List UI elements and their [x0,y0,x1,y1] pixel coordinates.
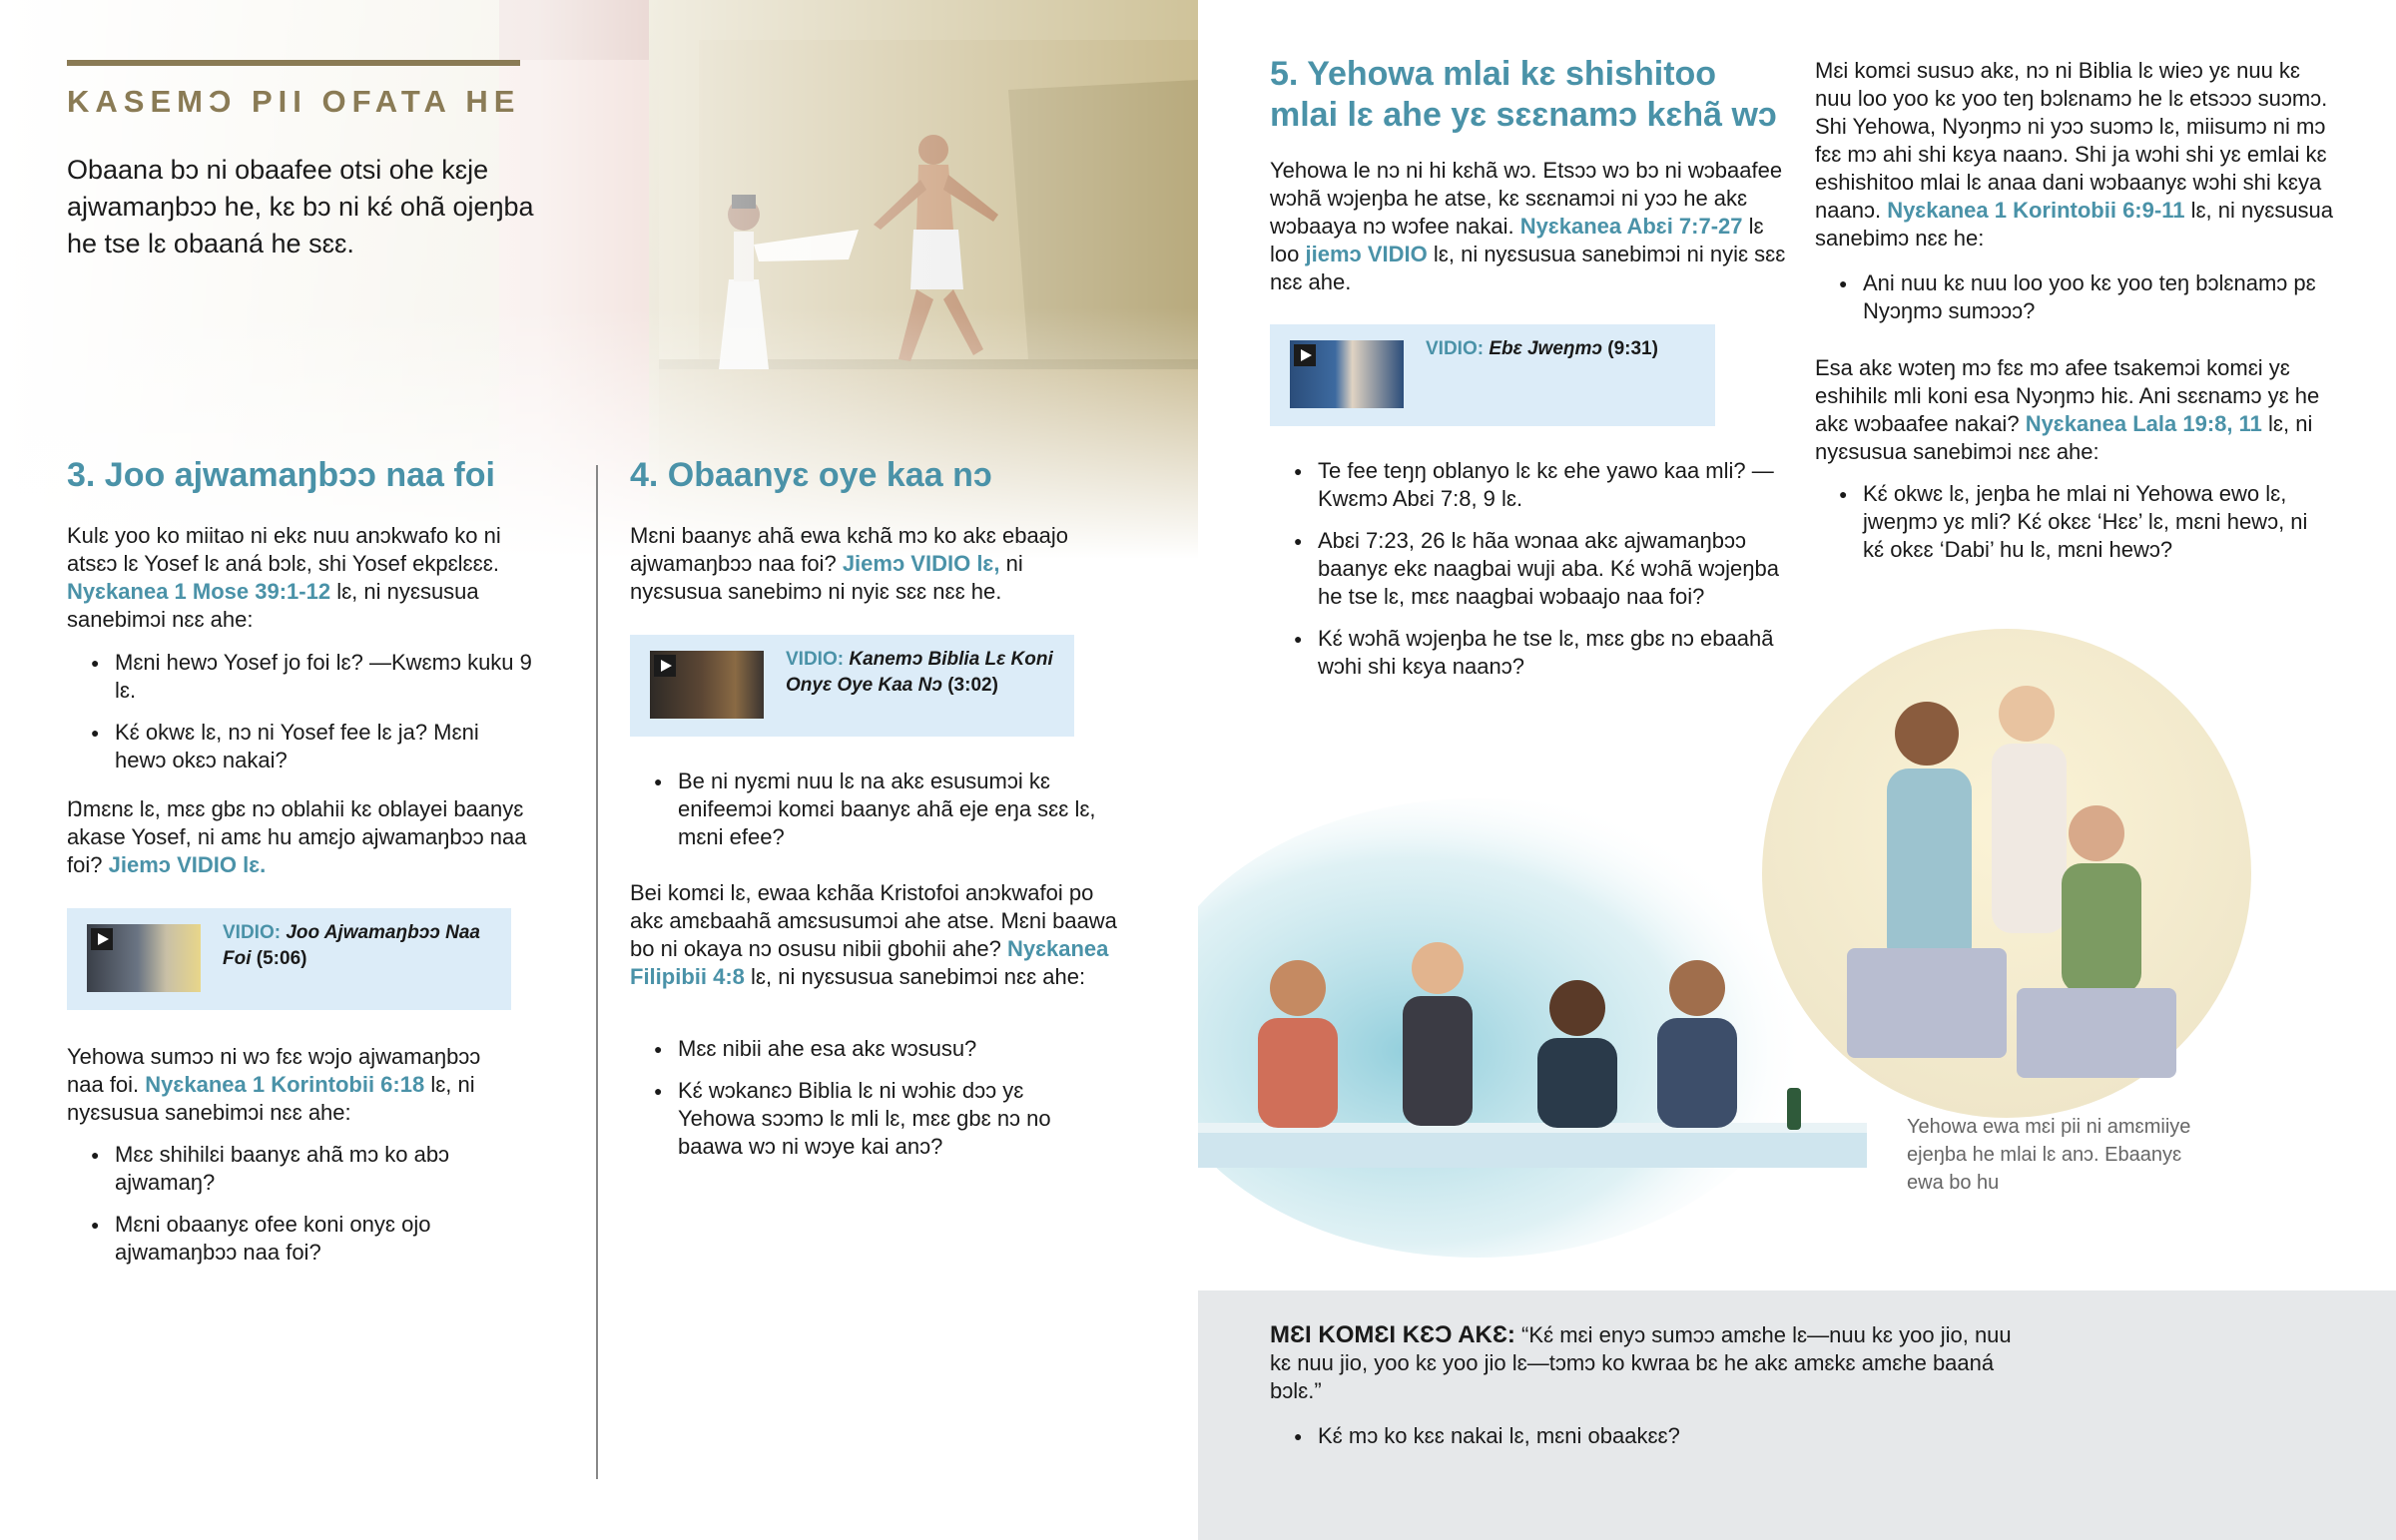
section5-col2-ref2[interactable]: Nyɛkanea Lala 19:8, 11 [2025,411,2262,436]
section3-heading: 3. Joo ajwamaŋbɔɔ naa foi [67,456,495,494]
video-label: VIDIO: [223,922,282,943]
section5-col2-p1-text: Mɛi komɛi susuɔ akɛ, nɔ ni Biblia lɛ wieɔ yɛ nuu kɛ nuu loo yoo kɛ yoo teŋ bɔlɛnamɔ he lɛ etsɔɔɔ suɔmɔ. Shi Yehowa, Nyɔŋmɔ ni yɔɔ suɔmɔ lɛ, miisumɔ ni mɔ fɛɛ mɔ ahi shi kɛya naanɔ. Shi ja wɔhi shi yɛ emlai kɛ eshishitoo mlai lɛ anaa dani wɔbaanyɛ wɔhi shi kɛya naanɔ. [1815,58,2328,223]
footer-quote-text: “Kɛ́ mɛi enyɔ sumɔɔ amɛhe lɛ—nuu kɛ yoo jio, nuu kɛ nuu jio, yoo kɛ yoo jio lɛ—tɔmɔ ko kwraa bɛ he akɛ amɛkɛ amɛhe baaná bɔlɛ.” [1270,1322,2012,1403]
section3-p3 [67,1043,506,1127]
list-item: ● Be ni nyɛmi nuu lɛ na akɛ esusumɔi kɛ enifeemɔi komɛi baanyɛ ahã eje eŋa sɛɛ lɛ, mɛni efee? [630,768,1109,851]
section5-col2-end2: lɛ, ni nyɛsusua sanebimɔi nɛɛ ahe: [1815,411,2313,464]
video-thumbnail[interactable] [1290,340,1404,408]
video-label: VIDIO: [786,649,845,670]
list-item: ● Mɛɛ nibii ahe esa akɛ wɔsusu? [630,1035,1069,1063]
section3-p3-end: lɛ, ni nyɛsusua sanebimɔi nɛɛ ahe: [67,1072,475,1125]
section5-col2-end: lɛ, ni nyɛsusua sanebimɔ nɛɛ he: [1815,198,2334,251]
list-item: ● Mɛni hewɔ Yosef jo foi lɛ? —Kwɛmɔ kuku 9 lɛ. [67,649,536,705]
section5-col2-bullets1 [1815,269,2334,339]
play-icon[interactable] [1294,344,1316,366]
intro-text: Obaana bɔ ni obaafee otsi ohe kɛje ajwamaŋbɔɔ he, kɛ bɔ ni kɛ́ ohã ojeŋba he tse lɛ obaaná he sɛɛ. [67,155,534,258]
section4-p2-text: Bei komɛi lɛ, ewaa kɛhãa Kristofoi anɔkwafoi po akɛ amɛbaahã amɛsusumɔi ahe atse. Mɛni baawa bo ni okaya nɔ osusu nibii gbohii ahe? [630,880,1117,961]
section4-p1-text: Mɛni baanyɛ ahã ewa kɛhã mɔ ko akɛ ebaajo ajwamaŋbɔɔ naa foi? [630,523,1069,576]
section3-video-box[interactable] [67,908,511,1010]
section3-bullets2 [67,1141,506,1281]
section3-p1 [67,522,551,634]
image-caption: Yehowa ewa mɛi pii ni amɛmiiye ejeŋba he mlai lɛ anɔ. Ebaanyɛ ewa bo hu [1907,1116,2191,1194]
section5-col2-p2-text: Esa akɛ wɔteŋ mɔ fɛɛ mɔ afee tsakemɔi komɛi yɛ eshihilɛ mli koni esa Nyɔŋmɔ hiɛ. Ani sɛɛnamɔ yɛ he akɛ wɔbaafee nakai? [1815,355,2320,436]
section5-p1-ref[interactable]: Nyɛkanea Abɛi 7:7-27 [1519,214,1743,239]
section4-bullets1 [630,768,1109,865]
list-item: ● Abɛi 7:23, 26 lɛ hãa wɔnaa akɛ ajwamaŋbɔɔ baanyɛ ekɛ naagbai wuji aba. Kɛ́ wɔhã wɔjeŋba he tse lɛ, mɛɛ naagbai wɔbaajo naa foi? [1270,527,1789,611]
footer-quote [1270,1321,2029,1405]
video-time: (3:02) [947,675,998,696]
section5-col2-ref[interactable]: Nyɛkanea 1 Korintobii 6:9-11 [1887,198,2185,223]
video-title[interactable]: Joo Ajwamaŋbɔɔ Naa Foi [223,922,480,969]
section3-p1-text: Kulɛ yoo ko miitao ni ekɛ nuu anɔkwafo ko ni atsɛɔ lɛ Yosef lɛ aná bɔlɛ, shi Yosef ekpɛlɛɛɛ. [67,523,501,576]
section4-p2-ref[interactable]: Nyɛkanea Filipibii 4:8 [630,936,1109,989]
section5-p1 [1270,157,1789,296]
column-divider [596,465,598,1479]
list-item: ● Kɛ́ mɔ ko kɛɛ nakai lɛ, mɛni obaakɛɛ? [1270,1422,1989,1450]
section5-p1-end: lɛ, ni nyɛsusua sanebimɔi ni nyiɛ sɛɛ nɛɛ ahe. [1270,242,1786,294]
section5-col2-bullets2 [1815,480,2334,578]
video-title[interactable]: Ebɛ Jweŋmɔ [1489,338,1602,359]
list-item: ● Ani nuu kɛ nuu loo yoo kɛ yoo teŋ bɔlɛnamɔ pɛ Nyɔŋmɔ sumɔɔɔ? [1815,269,2334,325]
section5-p1-text: Yehowa le nɔ ni hi kɛhã wɔ. Etsɔɔ wɔ bɔ ni wɔbaafee wɔhã wɔjeŋba he atse, kɛ sɛɛnamɔi ni yɔɔ he akɛ wɔbaaya nɔ wɔfee nakai. [1270,158,1783,239]
section5-heading: 5. Yehowa mlai kɛ shishitoo mlai lɛ ahe yɛ sɛɛnamɔ kɛhã wɔ [1270,55,1777,134]
footer-label: MƐI KOMƐI KƐƆ AKƐ: [1270,1321,1515,1348]
section4-video-box[interactable] [630,635,1074,737]
list-item: ● Mɛɛ shihilɛi baanyɛ ahã mɔ ko abɔ ajwamaŋ? [67,1141,506,1197]
list-item: ● Kɛ́ okwɛ lɛ, nɔ ni Yosef fee lɛ ja? Mɛni hewɔ okɛɔ nakai? [67,719,536,774]
section3-p1-ref[interactable]: Nyɛkanea 1 Mose 39:1-12 [67,579,331,604]
intro-rule [67,60,520,66]
video-time: (5:06) [256,948,307,969]
play-icon[interactable] [91,928,113,950]
section3-p2 [67,795,551,879]
section3-video-link[interactable]: Jiemɔ VIDIO lɛ. [108,852,267,877]
list-item: ● Kɛ́ wɔkanɛɔ Biblia lɛ ni wɔhiɛ dɔɔ yɛ Yehowa sɔɔmɔ lɛ mli lɛ, mɛɛ gbɛ nɔ no baawa wɔ ni wɔye kai anɔ? [630,1077,1069,1161]
section4-bullets2 [630,1035,1069,1175]
section4-video-link[interactable]: Jiemɔ VIDIO lɛ, [842,551,1000,576]
section5-col2-p1 [1815,57,2334,253]
section5-bullets1 [1270,457,1789,695]
section3-p1-end: lɛ, ni nyɛsusua sanebimɔi nɛɛ ahe: [67,579,479,632]
section3-p3-text: Yehowa sumɔɔ ni wɔ fɛɛ wɔjo ajwamaŋbɔɔ naa foi. [67,1044,481,1097]
video-thumbnail[interactable] [650,651,764,719]
section3-bullets1 [67,649,536,788]
section5-video-box[interactable] [1270,324,1715,426]
list-item: ● Te fee teŋŋ oblanyo lɛ kɛ ehe yawo kaa mli? —Kwɛmɔ Abɛi 7:8, 9 lɛ. [1270,457,1789,513]
section5-video-link[interactable]: jiemɔ VIDIO [1305,242,1428,266]
section5-p1-mid: lɛ loo [1270,214,1764,266]
video-time: (9:31) [1607,338,1658,359]
video-label: VIDIO: [1426,338,1485,359]
video-title[interactable]: Kanemɔ Biblia Lɛ Koni Onyɛ Oye Kaa Nɔ [786,649,1053,696]
section5-col2-p2 [1815,354,2334,466]
list-item: ● Kɛ́ wɔhã wɔjeŋba he tse lɛ, mɛɛ gbɛ nɔ ebaahã wɔhi shi kɛya naanɔ? [1270,625,1789,681]
section4-heading: 4. Obaanyɛ oye kaa nɔ [630,456,992,494]
intro-label: KASEMƆ PII OFATA HE [67,84,521,119]
footer-bullets [1270,1422,1989,1464]
list-item: ● Kɛ́ okwɛ lɛ, jeŋba he mlai ni Yehowa ewo lɛ, jweŋmɔ yɛ mli? Kɛ́ okɛɛ ‘Hɛɛ’ lɛ, mɛni hewɔ, ni kɛ́ okɛɛ ‘Dabi’ hu lɛ, mɛni hewɔ? [1815,480,2334,564]
section4-p2 [630,879,1124,991]
list-item: ● Mɛni obaanyɛ ofee koni onyɛ ojo ajwamaŋbɔɔ naa foi? [67,1211,506,1267]
section3-p3-ref[interactable]: Nyɛkanea 1 Korintobii 6:18 [145,1072,425,1097]
section4-p1-end: ni nyɛsusua sanebimɔ ni nyiɛ sɛɛ nɛɛ he. [630,551,1023,604]
video-thumbnail[interactable] [87,924,201,992]
section4-p1 [630,522,1119,606]
section4-p2-end: lɛ, ni nyɛsusua sanebimɔi nɛɛ ahe: [744,964,1086,989]
play-icon[interactable] [654,655,676,677]
section3-p2-text: Ŋmɛnɛ lɛ, mɛɛ gbɛ nɔ oblahii kɛ oblayei baanyɛ akase Yosef, ni amɛ hu amɛjo ajwamaŋbɔɔ naa foi? [67,796,527,877]
